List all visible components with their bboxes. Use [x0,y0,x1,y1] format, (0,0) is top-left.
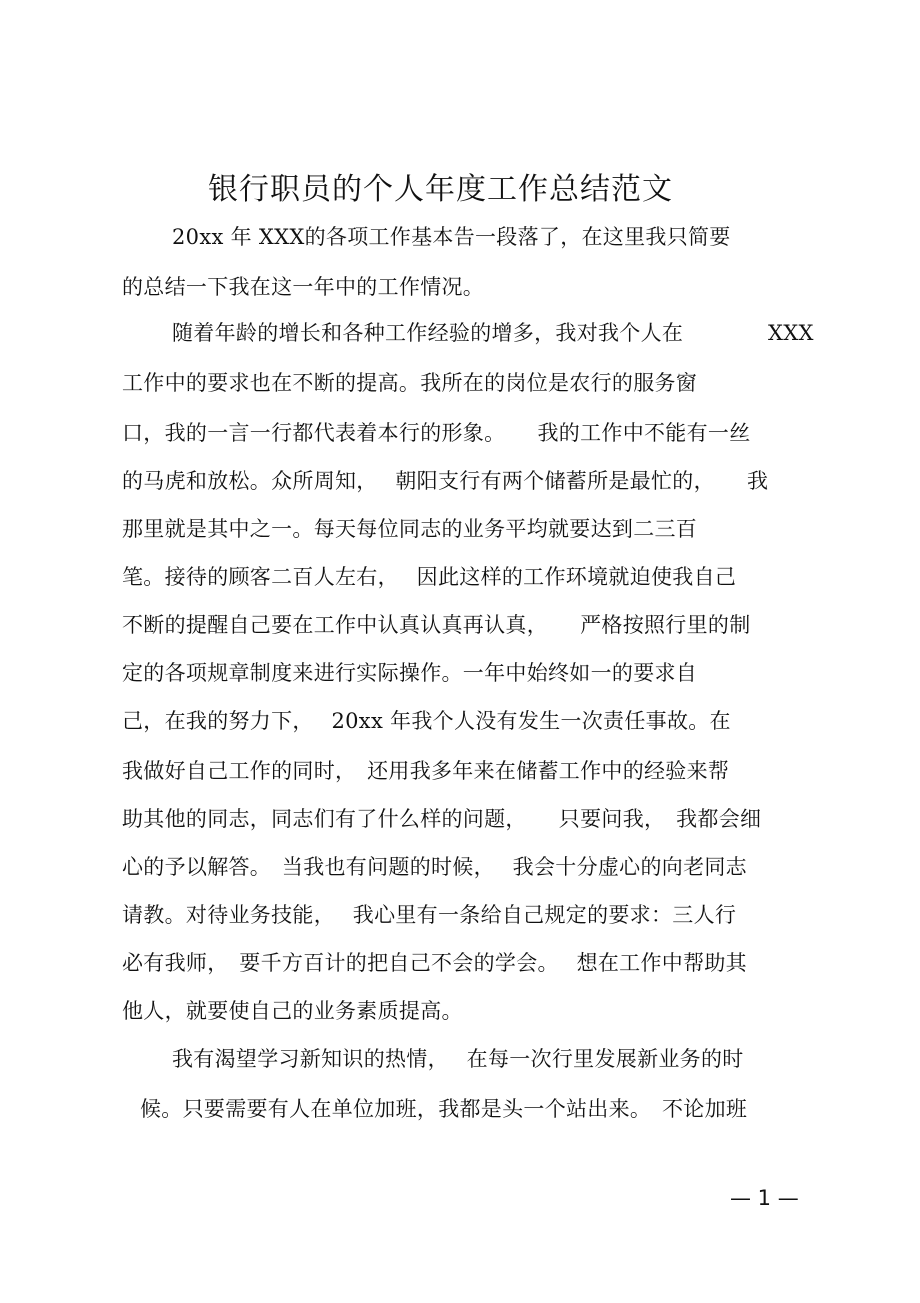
text-line: 笔。接待的顾客二百人左右， 因此这样的工作环境就迫使我自己 [122,565,737,589]
text-line: 的总结一下我在这一年中的工作情况。 [122,275,485,299]
text-line: 必有我师， 要千方百计的把自己不会的学会。 想在工作中帮助其 [122,951,747,975]
text-line: 候。只要需要有人在单位加班，我都是头一个站出来。 不论加班 [140,1097,748,1121]
text-line: 定的各项规章制度来进行实际操作。一年中始终如一的要求自 [122,661,698,685]
text-line: 我有渴望学习新知识的热情， 在每一次行里发展新业务的时 [172,1047,744,1071]
text-line: 口，我的一言一行都代表着本行的形象。 我的工作中不能有一丝 [122,421,751,445]
text-line: 他人，就要使自己的业务素质提高。 [122,999,463,1023]
text-line: 我做好自己工作的同时， 还用我多年来在储蓄工作中的经验来帮 [122,759,730,783]
text-line: 助其他的同志，同志们有了什么样的问题， 只要问我， 我都会细 [122,807,762,831]
text-line: 那里就是其中之一。每天每位同志的业务平均就要达到二三百 [122,517,698,541]
text-line: 的马虎和放松。众所周知， 朝阳支行有两个储蓄所是最忙的， 我 [122,469,769,493]
text-line: 20xx 年 XXX的各项工作基本告一段落了，在这里我只简要 [172,225,731,249]
text-line: 随着年龄的增长和各种工作经验的增多，我对我个人在 [172,321,684,345]
text-line: 工作中的要求也在不断的提高。我所在的岗位是农行的服务窗 [122,371,698,395]
text-line: 不断的提醒自己要在工作中认真认真再认真， 严格按照行里的制 [122,613,751,637]
document-title: 银行职员的个人年度工作总结范文 [208,172,673,207]
text-line: 请教。对待业务技能， 我心里有一条给自己规定的要求：三人行 [122,903,737,927]
text-line: 己，在我的努力下， 20xx 年我个人没有发生一次责任事故。在 [122,709,731,733]
page-number: — 1 — [730,1186,799,1210]
text-line: XXX [768,321,814,345]
text-line: 心的予以解答。 当我也有问题的时候， 我会十分虚心的向老同志 [122,855,747,879]
